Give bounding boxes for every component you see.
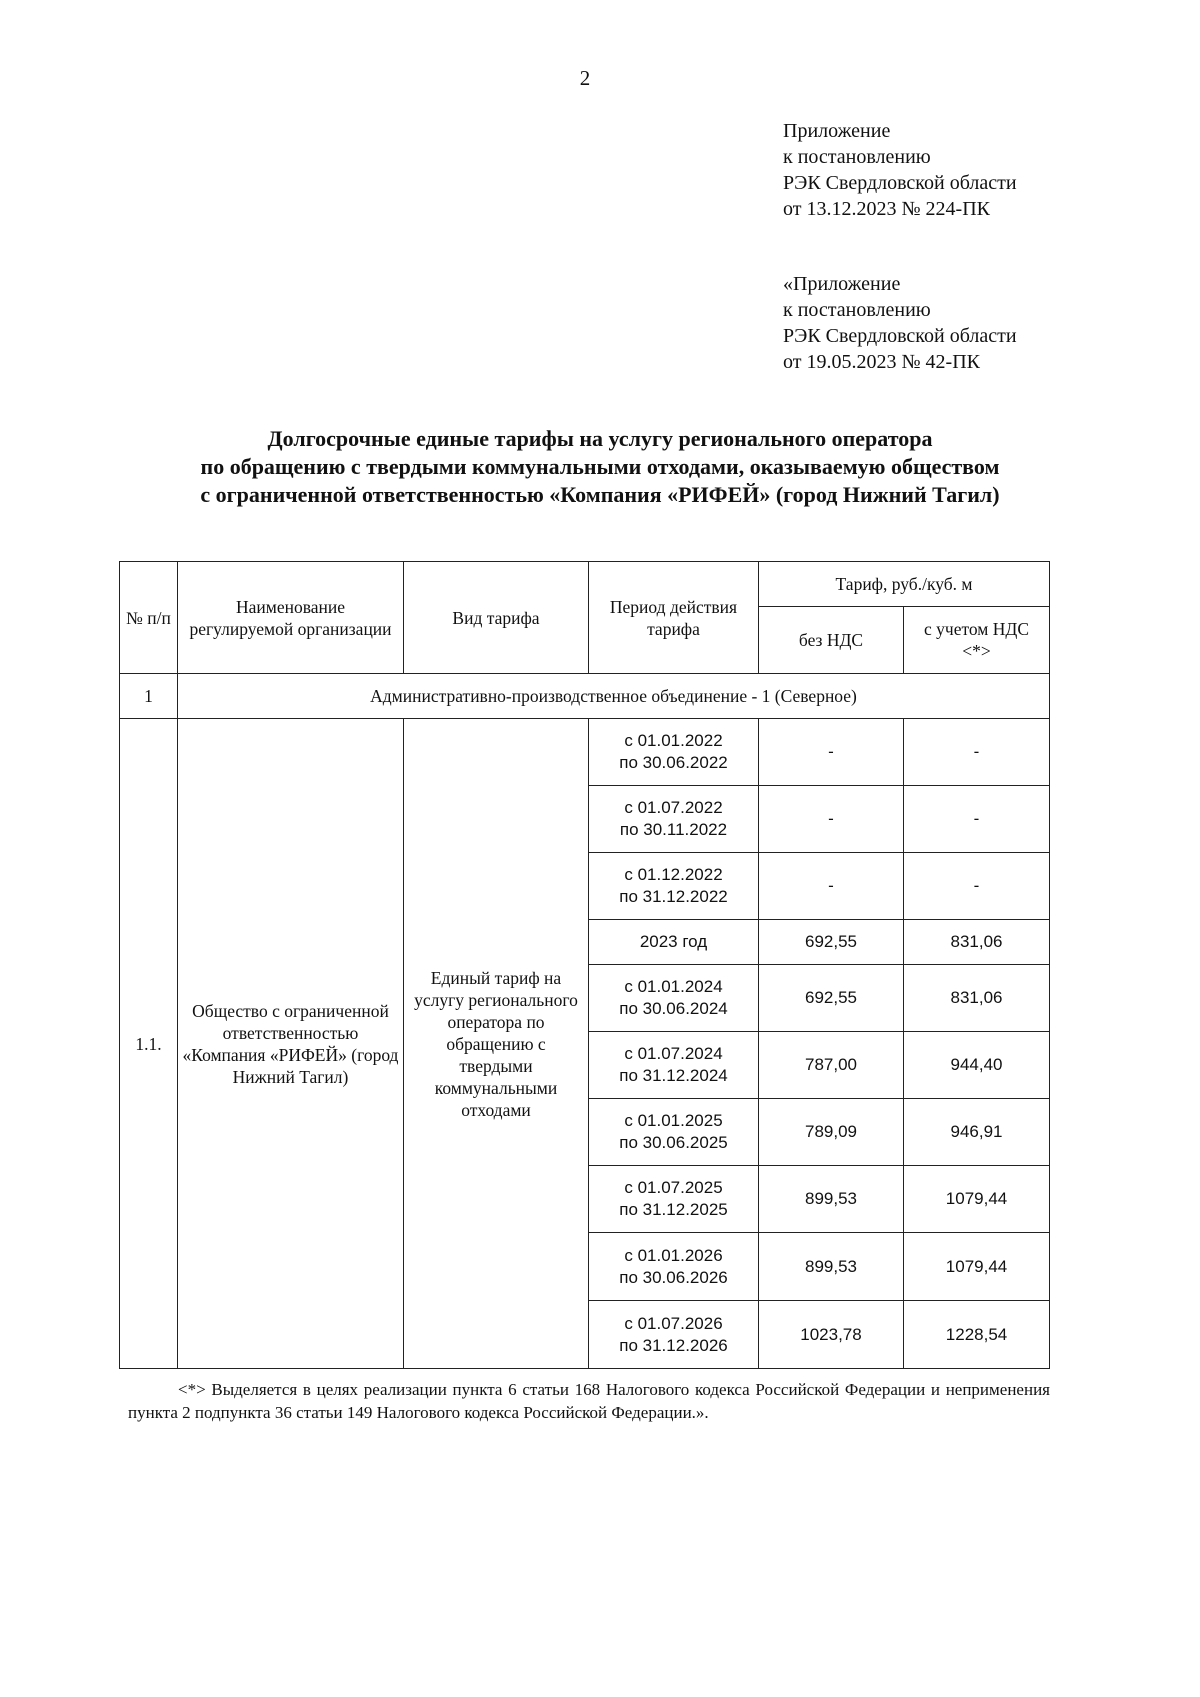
- tariff-with-vat: -: [904, 719, 1050, 786]
- period-cell: [589, 853, 759, 920]
- section-label: Административно-производственное объединение - 1 (Северное): [178, 674, 1050, 719]
- entry-organization: Общество с ограниченной ответственностью «Компания «РИФЕЙ» (город Нижний Тагил): [178, 719, 404, 1369]
- page-number: 2: [579, 66, 591, 90]
- title-line: Долгосрочные единые тарифы на услугу регионального оператора: [267, 426, 933, 451]
- period-cell: [589, 1099, 759, 1166]
- period-cell: [589, 1032, 759, 1099]
- tariff-without-vat: 692,55: [759, 965, 904, 1032]
- annex-line: Приложение: [783, 120, 891, 142]
- period-from: с 01.01.2024: [624, 977, 723, 996]
- tariff-with-vat: 1079,44: [904, 1233, 1050, 1301]
- title-line: по обращению с твердыми коммунальными отходами, оказываемую обществом: [200, 454, 1000, 479]
- tariff-with-vat: -: [904, 786, 1050, 853]
- period-from: с 01.07.2026: [624, 1313, 723, 1333]
- tariff-with-vat: 1079,44: [904, 1166, 1050, 1233]
- annex-current-reference: [783, 118, 1017, 222]
- period-cell: [589, 1166, 759, 1233]
- annex-line: от 13.12.2023 № 224-ПК: [783, 198, 991, 220]
- period-to: по 30.06.2026: [619, 1267, 728, 1287]
- period-to: по 30.06.2022: [619, 753, 728, 772]
- period-from: с 01.07.2025: [624, 1178, 723, 1197]
- document-title: [100, 425, 1100, 509]
- tariff-without-vat: 692,55: [759, 920, 904, 965]
- tariff-without-vat: 787,00: [759, 1032, 904, 1099]
- period-from: с 01.01.2025: [624, 1111, 723, 1130]
- period-to: по 30.06.2024: [619, 999, 728, 1018]
- period-from: с 01.01.2022: [624, 731, 723, 750]
- tariff-with-vat: 946,91: [904, 1099, 1050, 1166]
- tariff-with-vat: -: [904, 853, 1050, 920]
- annex-line: РЭК Свердловской области: [783, 172, 1017, 194]
- header-number: № п/п: [120, 562, 178, 674]
- annex-line: от 19.05.2023 № 42-ПК: [783, 351, 981, 373]
- tariff-with-vat: 831,06: [904, 920, 1050, 965]
- period-to: по 30.11.2022: [619, 820, 728, 839]
- table-header-row: [120, 562, 1050, 607]
- header-with-vat: с учетом НДС <*>: [904, 607, 1050, 674]
- entry-tariff-type: Единый тариф на услугу регионального оператора по обращению с твердыми коммунальными отходами: [404, 719, 589, 1369]
- period-to: по 31.12.2024: [619, 1066, 728, 1085]
- period-cell: [589, 786, 759, 853]
- tariff-without-vat: 899,53: [759, 1233, 904, 1301]
- tariff-without-vat: 1023,78: [759, 1301, 904, 1369]
- tariff-with-vat: 1228,54: [904, 1301, 1050, 1369]
- period-cell: 2023 год: [589, 920, 759, 965]
- period-to: по 31.12.2022: [619, 887, 728, 906]
- section-row: [120, 674, 1050, 719]
- tariff-without-vat: -: [759, 719, 904, 786]
- footnote-text: <*> Выделяется в целях реализации пункта 6 статьи 168 Налогового кодекса Российской Федерации и неприменения пункта 2 подпункта 36 статьи 149 Налогового кодекса Российской Федерации.».: [128, 1380, 1050, 1422]
- period-to: по 31.12.2026: [619, 1335, 728, 1355]
- tariff-without-vat: -: [759, 786, 904, 853]
- entry-number: 1.1.: [120, 719, 178, 1369]
- header-tariff-type: Вид тарифа: [404, 562, 589, 674]
- tariff-without-vat: 789,09: [759, 1099, 904, 1166]
- annex-line: РЭК Свердловской области: [783, 325, 1017, 347]
- period-from: с 01.07.2024: [624, 1044, 723, 1063]
- header-organization: Наименование регулируемой организации: [178, 562, 404, 674]
- tariff-with-vat: 944,40: [904, 1032, 1050, 1099]
- tariff-table: [119, 561, 1050, 1369]
- annex-previous-reference: [783, 271, 1017, 375]
- section-number: 1: [120, 674, 178, 719]
- period-to: по 31.12.2025: [619, 1200, 728, 1219]
- header-without-vat: без НДС: [759, 607, 904, 674]
- tariff-without-vat: -: [759, 853, 904, 920]
- period-from: с 01.01.2026: [624, 1245, 723, 1265]
- period-from: с 01.12.2022: [624, 865, 723, 884]
- annex-line: «Приложение: [783, 273, 901, 295]
- table-row: [120, 719, 1050, 786]
- period-cell: [589, 1233, 759, 1301]
- title-line: с ограниченной ответственностью «Компания «РИФЕЙ» (город Нижний Тагил): [200, 482, 1000, 507]
- period-cell: [589, 965, 759, 1032]
- header-tariff-group: Тариф, руб./куб. м: [759, 562, 1050, 607]
- annex-line: к постановлению: [783, 299, 931, 321]
- period-cell: [589, 719, 759, 786]
- header-period: Период действия тарифа: [589, 562, 759, 674]
- period-from: с 01.07.2022: [624, 798, 723, 817]
- tariff-without-vat: 899,53: [759, 1166, 904, 1233]
- tariff-with-vat: 831,06: [904, 965, 1050, 1032]
- period-to: по 30.06.2025: [619, 1133, 728, 1152]
- annex-line: к постановлению: [783, 146, 931, 168]
- footnote: [128, 1378, 1050, 1424]
- period-cell: [589, 1301, 759, 1369]
